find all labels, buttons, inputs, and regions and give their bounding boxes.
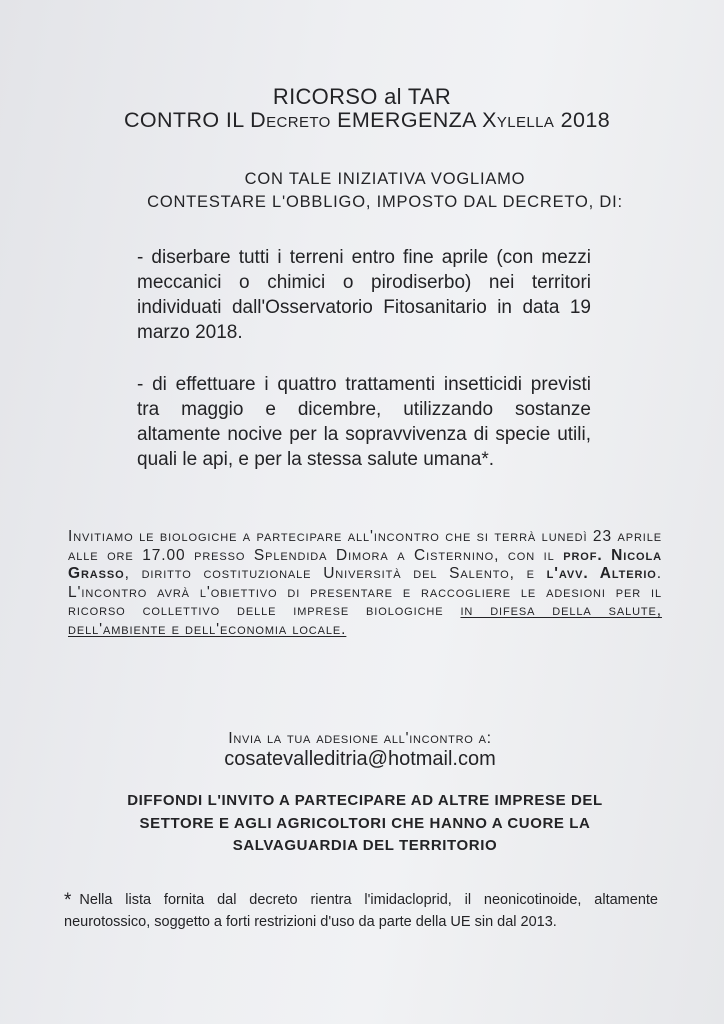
contact-email: cosatevalleditria@hotmail.com — [224, 748, 496, 770]
invite-avv-name: l'avv. Alterio — [546, 565, 657, 583]
send-label: Invia la tua adesione all'incontro a: — [228, 730, 492, 747]
invite-paragraph — [68, 528, 662, 640]
invite-text-1: Invitiamo le biologiche a partecipare all'incontro che si terrà lunedì 23 aprile alle ore 17.00 presso Splendida Dimora a Cisternino, con il — [68, 528, 662, 564]
bullet-trattamenti: - di effettuare i quattro trattamenti insetticidi previsti tra maggio e dicembre, utilizzando sostanze altamente nocive per la sopravvivenza di specie utili, quali le api, e per la stessa salute umana*. — [137, 374, 591, 470]
footnote-marker: * — [64, 890, 72, 911]
intro-line-1: CON TALE INIZIATIVA VOGLIAMO — [244, 170, 526, 188]
bullet-diserbo: - diserbare tutti i terreni entro fine aprile (con mezzi meccanici o chimici o pirodiserbo) nei territori individuati dall'Osservatorio Fitosanitario in data 19 marzo 2018. — [137, 247, 591, 343]
share-line-3: SALVAGUARDIA DEL TERRITORIO — [232, 837, 498, 854]
invite-text-2: , diritto costituzionale Università del Salento, e — [124, 565, 535, 583]
page-subtitle: CONTRO IL Decreto EMERGENZA Xylella 2018 — [123, 108, 611, 132]
footnote — [64, 888, 658, 933]
page-title: RICORSO al TAR — [272, 84, 452, 109]
invite-text-3: . L'incontro avrà l'obiettivo di presentare e raccogliere le adesioni per il ricorso collettivo delle imprese biologiche — [68, 565, 662, 620]
invite-prof-name: prof. Nicola Grasso — [68, 546, 662, 583]
share-call-to-action — [82, 790, 648, 858]
footnote-text: Nella lista fornita dal decreto rientra l'imidacloprid, il neonicotinoide, altamente neurotossico, soggetto a forti restrizioni d'uso da parte della UE sin dal 2013. — [64, 892, 658, 930]
share-line-2: SETTORE E AGLI AGRICOLTORI CHE HANNO A CUORE LA — [139, 814, 591, 832]
intro-line-2: CONTESTARE L'OBBLIGO, IMPOSTO DAL DECRETO, DI: — [147, 193, 623, 211]
share-line-1: DIFFONDI L'INVITO A PARTECIPARE AD ALTRE IMPRESE DEL — [127, 792, 603, 809]
invite-underlined-text: in difesa della salute, dell'ambiente e dell'economia locale. — [68, 602, 662, 638]
